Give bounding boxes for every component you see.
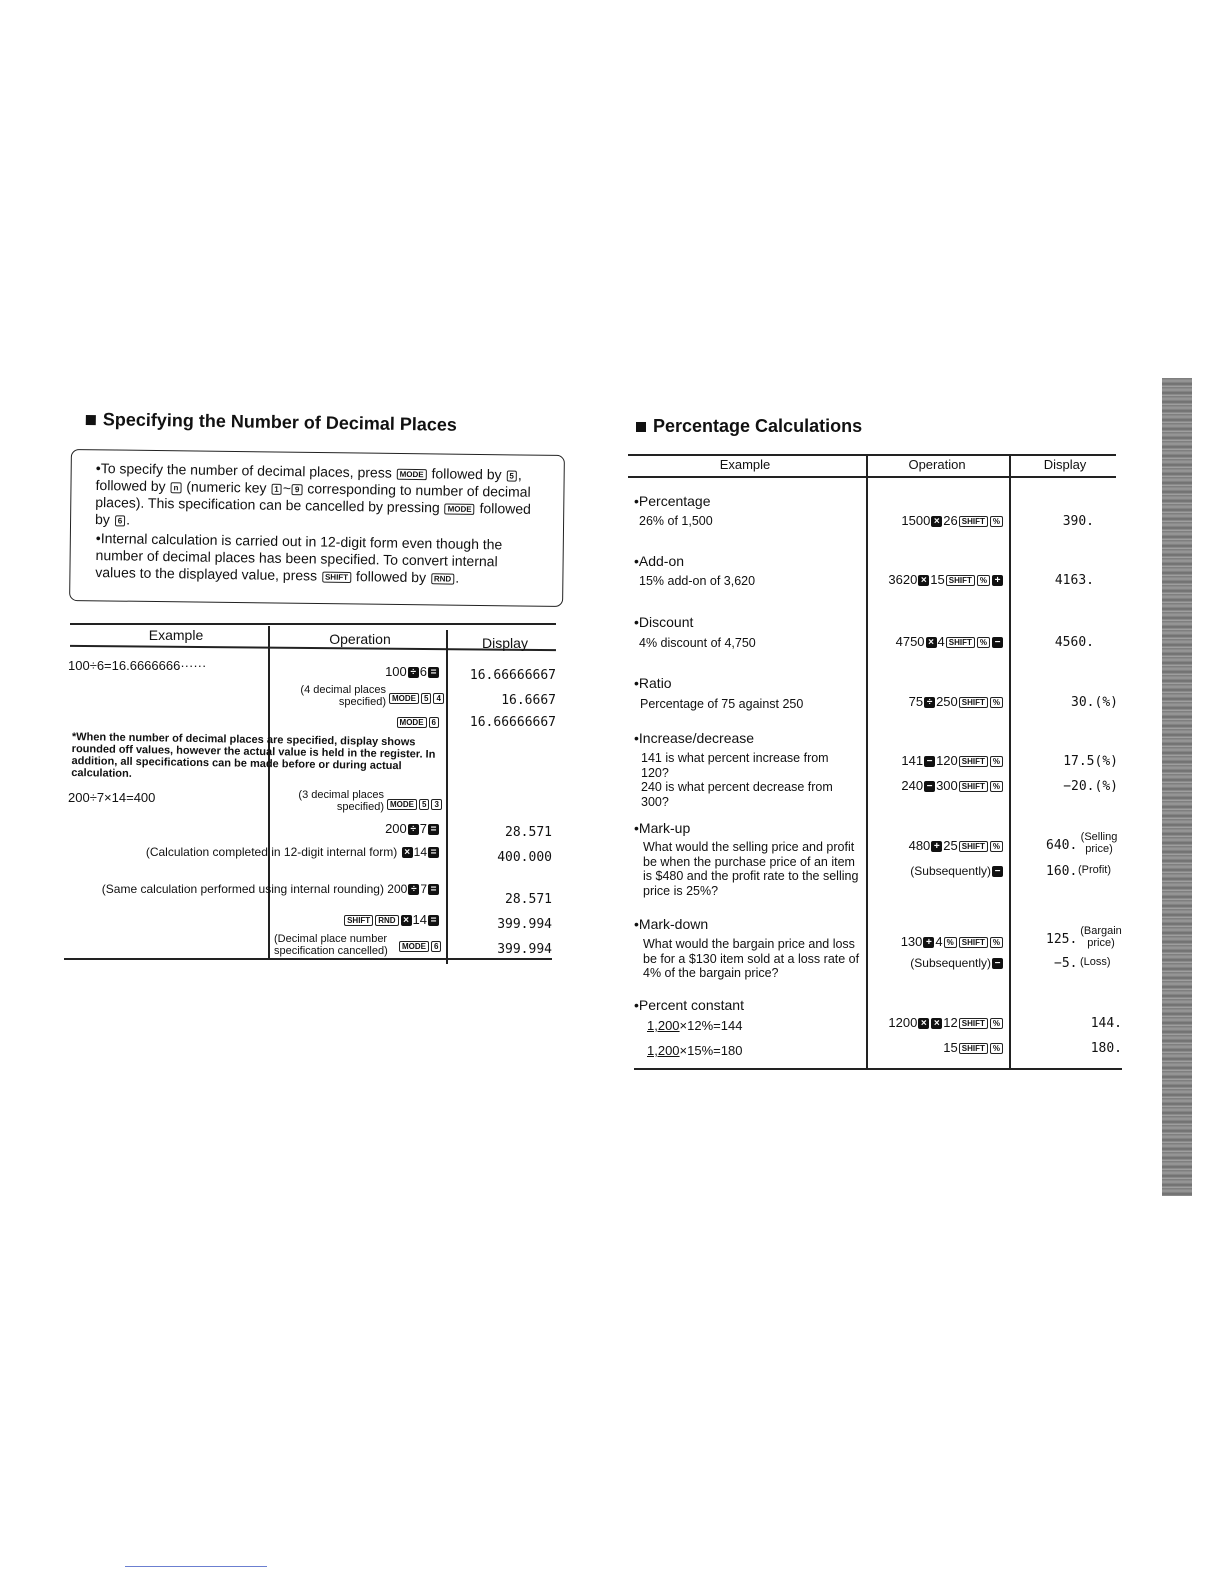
minus-key-icon: − xyxy=(924,756,935,767)
shift-key-icon: SHIFT xyxy=(959,937,988,948)
left-op-9-keys xyxy=(398,938,442,953)
desc-incdec-1: 141 is what percent increase from 120? xyxy=(641,751,829,780)
shift-key-icon: SHIFT xyxy=(959,697,988,708)
op-markup-subsequent: (Subsequently) − xyxy=(870,864,1004,878)
times-key-icon: × xyxy=(926,637,937,648)
shift-key-icon: SHIFT xyxy=(322,571,351,582)
left-display-3: 16.66666667 xyxy=(469,715,556,730)
key-9-icon: 9 xyxy=(292,484,303,495)
times-key-icon: × xyxy=(918,1018,929,1029)
key-1-icon: 1 xyxy=(271,484,282,495)
key-3-icon: 3 xyxy=(431,799,441,810)
equals-key-icon: = xyxy=(428,915,439,926)
key-5-icon: 5 xyxy=(419,799,429,810)
op-percentage: 1500 × 26 SHIFT % xyxy=(870,513,1004,528)
times-key-icon: × xyxy=(918,575,929,586)
left-op-2-keys xyxy=(388,690,445,705)
desc-markdown: What would the bargain price and loss be for a $130 item sold at a loss rate of 4% of the bargain price? xyxy=(643,937,860,980)
display-markdown-1-note: (Bargain price) xyxy=(1080,925,1122,949)
shift-key-icon: SHIFT xyxy=(959,1018,988,1029)
div-key-icon: ÷ xyxy=(924,697,935,708)
left-table-top-rule xyxy=(70,623,556,625)
category-incdec: •Increase/decrease xyxy=(634,730,755,746)
left-header-operation: Operation xyxy=(329,631,391,647)
right-table-header-rule xyxy=(628,476,1116,478)
left-display-6: 28.571 xyxy=(505,892,552,907)
minus-key-icon: − xyxy=(992,958,1003,969)
display-markdown-2-note: (Loss) xyxy=(1080,956,1111,968)
minus-key-icon: − xyxy=(992,637,1003,648)
display-markup-2-note: (Profit) xyxy=(1078,864,1111,876)
left-op-2-label: (4 decimal places specified) xyxy=(300,684,386,708)
stray-link-underline xyxy=(125,1566,267,1567)
display-constant-2: 180. xyxy=(1090,1041,1122,1056)
left-header-example: Example xyxy=(148,627,204,643)
plus-key-icon: + xyxy=(992,575,1003,586)
left-op-1: 100 ÷ 6 = xyxy=(280,664,440,679)
equals-key-icon: = xyxy=(428,667,439,678)
desc-constant-2: 1,200×15%=180 xyxy=(647,1043,743,1058)
key-6-icon: 6 xyxy=(431,941,441,952)
display-discount: 4560. xyxy=(1054,635,1094,650)
left-op-4-label: (3 decimal places specified) xyxy=(298,789,384,813)
desc-constant-1: 1,200×12%=144 xyxy=(647,1018,743,1033)
op-markdown: 130 + 4 % SHIFT % xyxy=(870,934,1004,949)
op-incdec-2: 240 − 300 SHIFT % xyxy=(870,778,1004,793)
left-table-bottom-rule xyxy=(64,958,552,960)
plus-key-icon: + xyxy=(923,937,934,948)
display-incdec-2: −20.(%) xyxy=(1063,779,1118,794)
percent-key-icon: % xyxy=(990,1043,1003,1054)
shift-key-icon: SHIFT xyxy=(959,1043,988,1054)
key-4-icon: 4 xyxy=(433,693,443,704)
op-ratio: 75 ÷ 250 SHIFT % xyxy=(870,694,1004,709)
right-table-bottom-rule xyxy=(634,1068,1122,1070)
display-incdec-1: 17.5(%) xyxy=(1063,754,1118,769)
left-display-4: 28.571 xyxy=(505,825,552,840)
times-key-icon: × xyxy=(931,516,942,527)
shift-key-icon: SHIFT xyxy=(959,841,988,852)
right-section-title: Percentage Calculations xyxy=(636,416,862,437)
op-markdown-subsequent: (Subsequently) − xyxy=(870,956,1004,970)
left-op-6: (Calculation completed in 12-digit internal form) × 14 = xyxy=(100,845,440,859)
shift-key-icon: SHIFT xyxy=(959,756,988,767)
square-bullet-icon xyxy=(86,415,96,425)
category-ratio: •Ratio xyxy=(634,675,672,691)
op-markup: 480 + 25 SHIFT % xyxy=(870,838,1004,853)
left-op-3 xyxy=(380,714,440,729)
left-display-7: 399.994 xyxy=(497,917,552,932)
left-display-2: 16.6667 xyxy=(501,693,556,708)
scan-edge-shadow xyxy=(1162,378,1192,1196)
category-markup: •Mark-up xyxy=(634,820,691,836)
right-header-display: Display xyxy=(1043,457,1087,472)
rnd-key-icon: RND xyxy=(375,915,398,926)
equals-key-icon: = xyxy=(428,884,439,895)
right-table-top-rule xyxy=(628,454,1116,456)
percent-key-icon: % xyxy=(990,841,1003,852)
left-op-7: (Same calculation performed using internal rounding) 200 ÷ 7 = xyxy=(80,882,440,896)
category-markdown: •Mark-down xyxy=(634,916,709,932)
percent-key-icon: % xyxy=(990,756,1003,767)
left-op-8: SHIFT RND × 14 = xyxy=(320,912,440,927)
right-table-divider-1 xyxy=(866,455,868,1069)
left-example-2: 200÷7×14=400 xyxy=(68,790,156,805)
left-section-title: Specifying the Number of Decimal Places xyxy=(86,409,457,436)
plus-key-icon: + xyxy=(931,841,942,852)
shift-key-icon: SHIFT xyxy=(344,915,373,926)
op-incdec-1: 141 − 120 SHIFT % xyxy=(870,753,1004,768)
desc-markup: What would the selling price and profit be when the purchase price of an item is $480 and the profit rate to the selling price is 25%? xyxy=(643,840,859,898)
shift-key-icon: SHIFT xyxy=(946,575,975,586)
category-addon: •Add-on xyxy=(634,553,685,569)
display-markup-1-note: (Selling price) xyxy=(1080,831,1118,855)
left-op-4-keys xyxy=(386,796,443,811)
percent-key-icon: % xyxy=(990,781,1003,792)
equals-key-icon: = xyxy=(428,847,439,858)
right-table-divider-2 xyxy=(1009,455,1011,1069)
desc-percentage: 26% of 1,500 xyxy=(639,514,713,528)
mode-key-icon: MODE xyxy=(389,693,419,704)
times-key-icon: × xyxy=(401,915,412,926)
left-op-9-label: (Decimal place number specification cancelled) xyxy=(274,933,388,957)
key-5-icon: 5 xyxy=(506,470,517,481)
op-addon: 3620 × 15 SHIFT % + xyxy=(870,572,1004,587)
mode-key-icon: MODE xyxy=(445,503,475,514)
rnd-key-icon: RND xyxy=(431,573,455,584)
right-header-operation: Operation xyxy=(908,457,966,472)
note-internal-calculation: •Internal calculation is carried out in 12-digit form even though the number of decimal places has been specified. To convert internal values to the displayed value, press SHIFT followed by RND . xyxy=(95,530,503,586)
percent-key-icon: % xyxy=(944,937,957,948)
right-header-example: Example xyxy=(719,457,771,472)
percent-key-icon: % xyxy=(990,516,1003,527)
category-constant: •Percent constant xyxy=(634,997,744,1013)
desc-addon: 15% add-on of 3,620 xyxy=(639,574,756,588)
mode-key-icon: MODE xyxy=(397,469,427,480)
op-constant-1: 1200 × × 12 SHIFT % xyxy=(870,1015,1004,1030)
percent-key-icon: % xyxy=(990,697,1003,708)
display-markup-1: 640. xyxy=(1046,838,1078,853)
key-5-icon: 5 xyxy=(421,693,431,704)
mode-key-icon: MODE xyxy=(397,717,427,728)
mode-key-icon: MODE xyxy=(399,941,429,952)
times-key-icon: × xyxy=(402,847,413,858)
left-op-5: 200 ÷ 7 = xyxy=(340,821,440,836)
display-markdown-2: −5. xyxy=(1054,956,1078,971)
desc-ratio: Percentage of 75 against 250 xyxy=(640,697,804,711)
rounding-footnote: *When the number of decimal places are specified, display shows rounded off values, however the actual value is held in the register. In addition, all specifications can be made before or during actual calculation. xyxy=(71,731,436,780)
mode-key-icon: MODE xyxy=(387,799,417,810)
left-example-1: 100÷6=16.6666666······ xyxy=(68,658,207,673)
equals-key-icon: = xyxy=(428,824,439,835)
desc-discount: 4% discount of 4,750 xyxy=(639,636,756,650)
percent-key-icon: % xyxy=(990,937,1003,948)
display-markup-2: 160. xyxy=(1046,864,1078,879)
left-table-divider-1 xyxy=(268,626,270,960)
shift-key-icon: SHIFT xyxy=(946,637,975,648)
key-6-icon: 6 xyxy=(115,515,126,526)
times-key-icon: × xyxy=(931,1018,942,1029)
percent-key-icon: % xyxy=(977,637,990,648)
shift-key-icon: SHIFT xyxy=(959,781,988,792)
key-6-icon: 6 xyxy=(429,717,439,728)
op-constant-2: 15 SHIFT % xyxy=(870,1040,1004,1055)
left-display-8: 399.994 xyxy=(497,942,552,957)
category-discount: •Discount xyxy=(634,614,694,630)
square-bullet-icon xyxy=(636,422,646,432)
left-table-divider-2 xyxy=(446,630,448,964)
div-key-icon: ÷ xyxy=(408,667,419,678)
minus-key-icon: − xyxy=(992,866,1003,877)
shift-key-icon: SHIFT xyxy=(959,516,988,527)
op-discount: 4750 × 4 SHIFT % − xyxy=(870,634,1004,649)
left-header-display: Display xyxy=(482,635,528,651)
display-ratio: 30.(%) xyxy=(1071,695,1118,710)
note-decimal-specify: •To specify the number of decimal places, press MODE followed by 5 , followed by n (numeric key 1 ~ 9 corresponding to number of decimal places). This specification can be cancelled by pressing MODE followed by 6 . xyxy=(94,460,532,528)
percent-key-icon: % xyxy=(990,1018,1003,1029)
div-key-icon: ÷ xyxy=(408,824,419,835)
display-percentage: 390. xyxy=(1062,514,1094,529)
div-key-icon: ÷ xyxy=(408,884,419,895)
display-markdown-1: 125. xyxy=(1046,932,1078,947)
display-constant-1: 144. xyxy=(1090,1016,1122,1031)
left-display-1: 16.66666667 xyxy=(469,668,556,683)
category-percentage: •Percentage xyxy=(634,493,711,509)
key-n-icon: n xyxy=(170,482,181,493)
desc-incdec-2: 240 is what percent decrease from 300? xyxy=(641,780,833,809)
minus-key-icon: − xyxy=(924,781,935,792)
display-addon: 4163. xyxy=(1054,573,1094,588)
left-display-5: 400.000 xyxy=(497,850,552,865)
percent-key-icon: % xyxy=(977,575,990,586)
